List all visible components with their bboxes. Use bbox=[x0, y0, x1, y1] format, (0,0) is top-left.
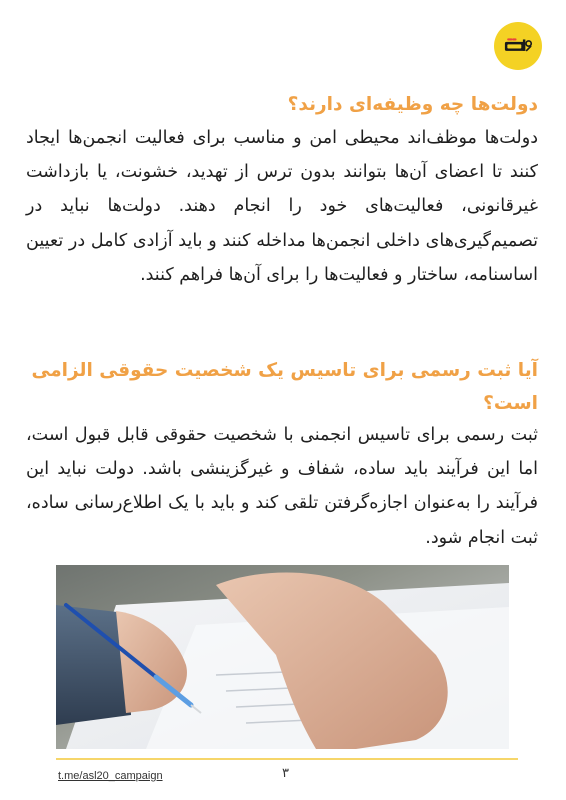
asl20-logo-mark bbox=[501, 37, 535, 55]
section-2-heading: آیا ثبت رسمی برای تاسیس یک شخصیت حقوقی الزامی است؟ bbox=[31, 360, 538, 414]
asl20-logo bbox=[494, 22, 542, 70]
page-number: ۳ bbox=[282, 766, 289, 781]
section-2-body: ثبت رسمی برای تاسیس انجمنی با شخصیت حقوقی قابل قبول است، اما این فرآیند باید ساده، شفاف و غیرگزینشی باشد. دولت نباید این فرآیند را به‌عنوان اجازه‌گرفتن تلقی کند و باید با یک اطلاع‌رسانی ساده، ثبت انجام شود. bbox=[26, 425, 538, 548]
section-1-body: دولت‌ها موظف‌اند محیطی امن و مناسب برای فعالیت انجمن‌ها ایجاد کنند تا اعضای آن‌ها بتوانند بدون ترس از تهدید، خشونت، یا بازداشت غیرقانونی، فعالیت‌های خود را انجام دهند. دولت‌ها نباید در تصمیم‌گیری‌های داخلی انجمن‌ها مداخله کنند و باید آزادی کامل در تعیین اساسنامه، ساختار و فعالیت‌ها را برای آن‌ها فراهم کنند. bbox=[26, 128, 538, 285]
footer-rule bbox=[56, 758, 518, 760]
signing-document-photo bbox=[56, 565, 509, 749]
section-1-heading: دولت‌ها چه وظیفه‌ای دارند؟ bbox=[287, 94, 538, 115]
telegram-channel-link[interactable]: t.me/asl20_campaign bbox=[58, 770, 163, 782]
